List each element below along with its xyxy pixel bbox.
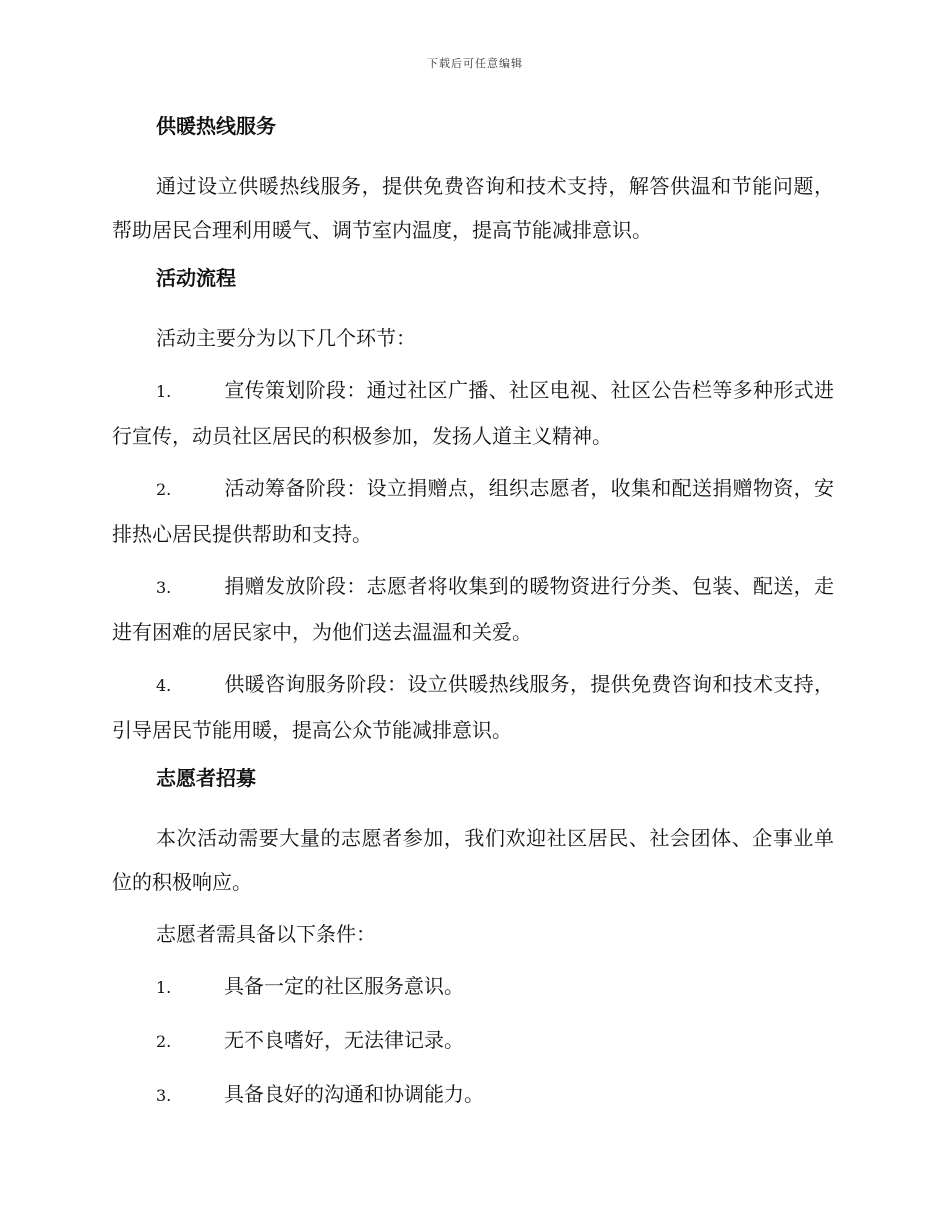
process-item-4 [112, 662, 834, 752]
list-number: 1. [156, 978, 172, 997]
section-title-volunteers: 志愿者招募 [156, 766, 256, 790]
hotline-paragraph: 通过设立供暖热线服务，提供免费咨询和技术支持，解答供温和节能问题，帮助居民合理利用暖气、调节室内温度，提高节能减排意识。 [112, 174, 834, 242]
list-item-text: 宣传策划阶段：通过社区广播、社区电视、社区公告栏等多种形式进行宣传，动员社区居民的积极参加，发扬人道主义精神。 [112, 378, 834, 448]
list-item-text: 具备一定的社区服务意识。 [224, 974, 464, 998]
section-title-hotline: 供暖热线服务 [156, 114, 276, 138]
volunteers-intro: 志愿者需具备以下条件： [156, 922, 376, 946]
volunteer-item-2 [112, 1018, 834, 1064]
volunteers-paragraph: 本次活动需要大量的志愿者参加，我们欢迎社区居民、社会团体、企事业单位的积极响应。 [112, 826, 834, 894]
list-number: 2. [156, 1032, 172, 1051]
list-number: 3. [156, 578, 172, 597]
list-item-text: 具备良好的沟通和协调能力。 [224, 1082, 484, 1106]
list-item-text: 供暖咨询服务阶段：设立供暖热线服务，提供免费咨询和技术支持，引导居民节能用暖，提高公众节能减排意识。 [112, 672, 834, 742]
list-item-text: 活动筹备阶段：设立捐赠点，组织志愿者，收集和配送捐赠物资，安排热心居民提供帮助和支持。 [112, 476, 834, 546]
volunteer-item-3 [112, 1072, 834, 1118]
page-header: 下载后可任意编辑 [427, 57, 523, 70]
volunteer-item-1 [112, 964, 834, 1010]
process-item-1 [112, 368, 834, 458]
list-number: 3. [156, 1086, 172, 1105]
process-item-3 [112, 564, 834, 654]
document-body [112, 108, 834, 1126]
list-item-text: 捐赠发放阶段：志愿者将收集到的暖物资进行分类、包装、配送，走进有困难的居民家中，为他们送去温温和关爱。 [112, 574, 834, 644]
process-item-2 [112, 466, 834, 556]
list-number: 1. [156, 382, 172, 401]
process-intro: 活动主要分为以下几个环节： [156, 326, 416, 350]
list-number: 2. [156, 480, 172, 499]
list-number: 4. [156, 676, 172, 695]
section-title-process: 活动流程 [156, 266, 236, 290]
list-item-text: 无不良嗜好，无法律记录。 [224, 1028, 464, 1052]
